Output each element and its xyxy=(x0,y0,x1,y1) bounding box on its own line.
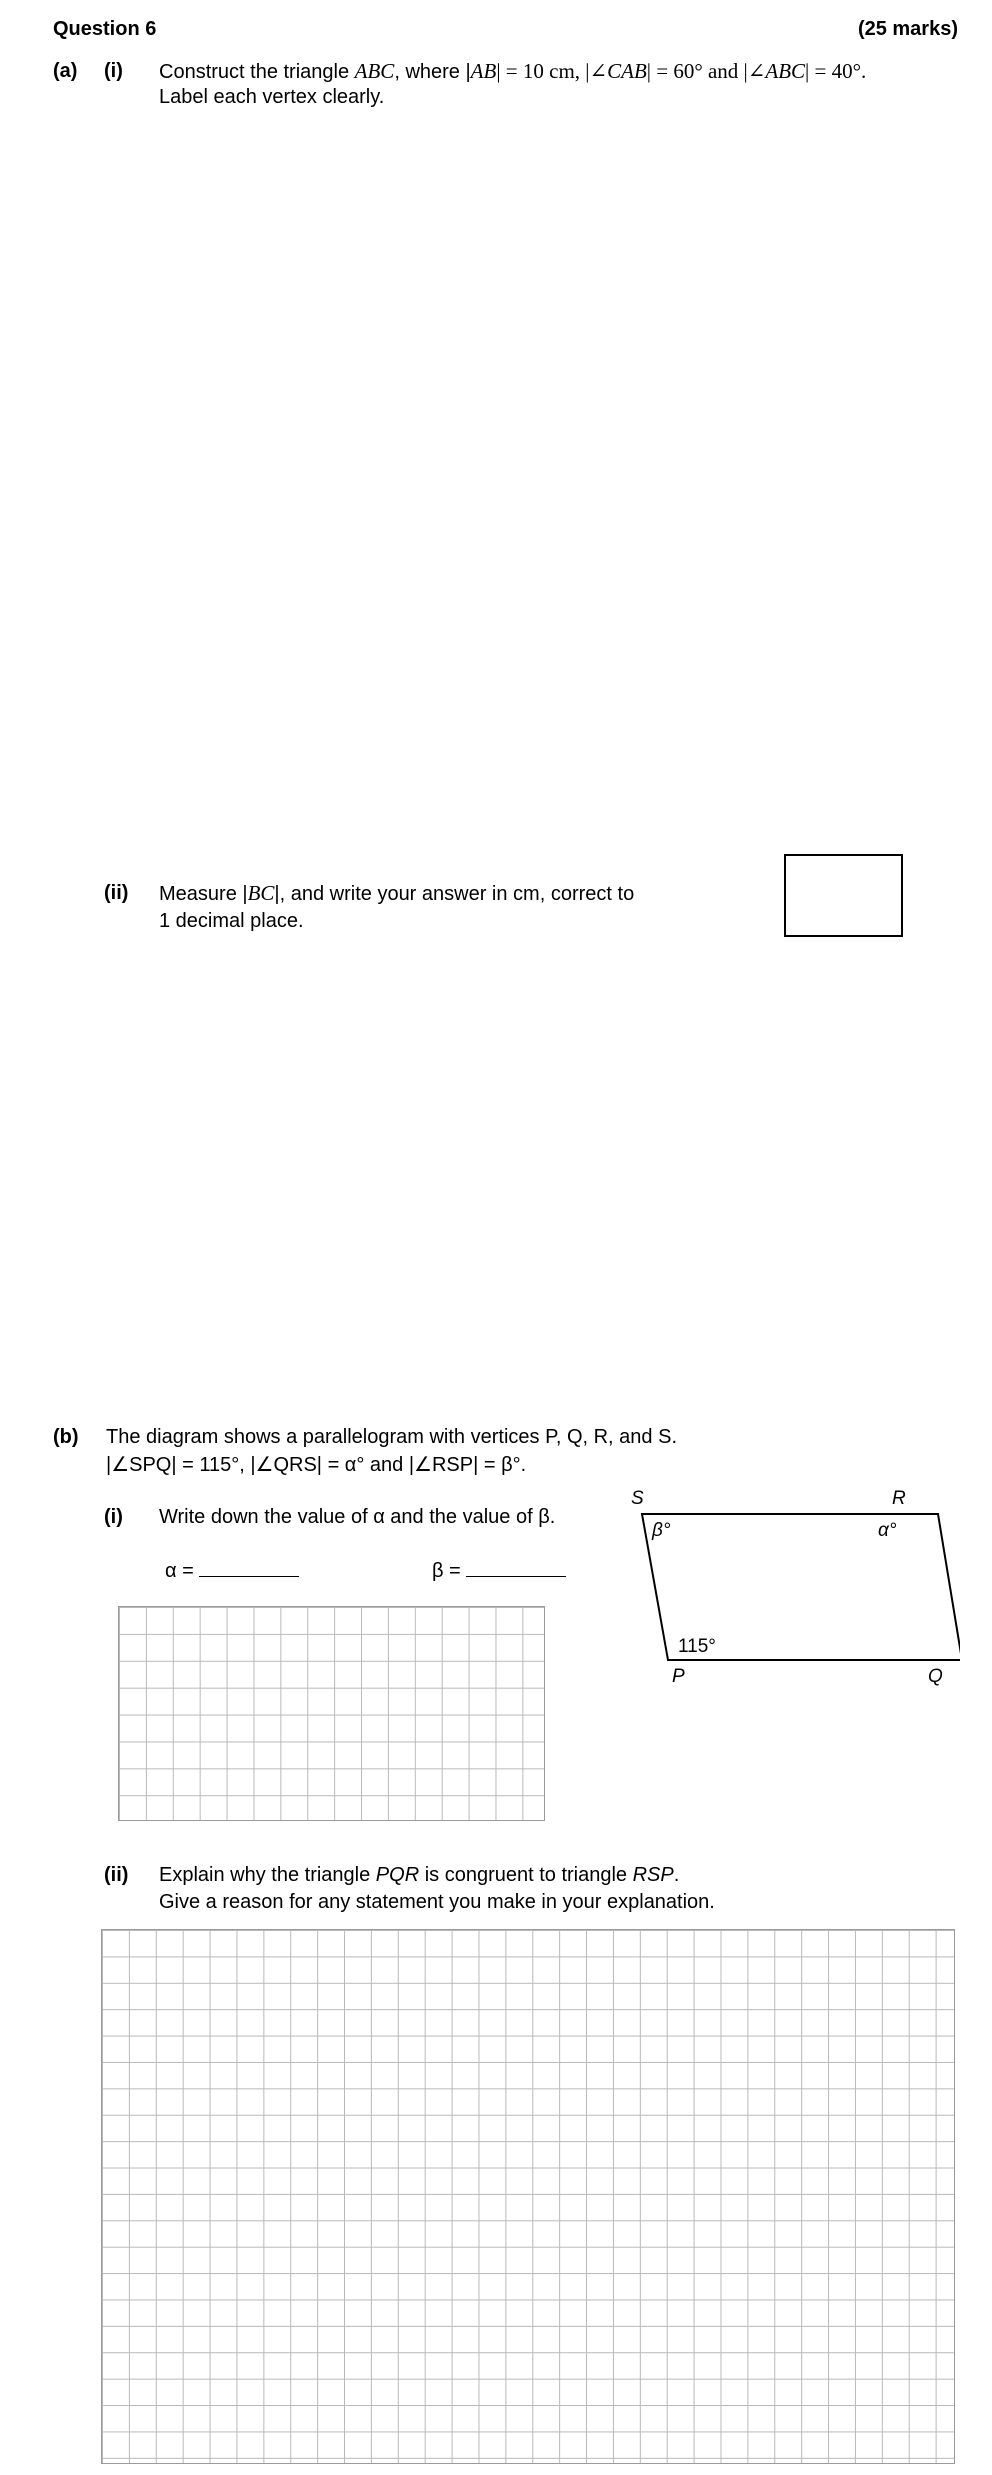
part-a-i-label: (i) xyxy=(104,60,123,82)
construction-area[interactable] xyxy=(140,120,960,840)
angle-p-label: 115° xyxy=(678,1636,716,1657)
parallelogram-diagram xyxy=(600,1480,960,1690)
part-b-ii-label: (ii) xyxy=(104,1864,129,1886)
part-a-i-line2: Label each vertex clearly. xyxy=(159,86,385,108)
part-b-label: (b) xyxy=(53,1426,79,1448)
alpha-blank[interactable] xyxy=(199,1556,299,1577)
part-b-intro-line1: The diagram shows a parallelogram with vertices P, Q, R, and S. xyxy=(106,1426,677,1448)
part-a-label: (a) xyxy=(53,60,78,82)
part-a-ii-line1: Measure |BC|, and write your answer in cm, correct to xyxy=(159,881,635,905)
angle-alpha-label: α° xyxy=(878,1520,897,1541)
answer-grid-b-i[interactable] xyxy=(118,1606,545,1821)
vertex-s-label: S xyxy=(631,1488,644,1509)
bc-answer-box[interactable] xyxy=(784,854,903,937)
question-marks: (25 marks) xyxy=(857,18,958,40)
alpha-answer xyxy=(165,1556,299,1585)
part-a-ii-label: (ii) xyxy=(104,882,129,904)
vertex-r-label: R xyxy=(892,1488,906,1509)
beta-label: β = xyxy=(432,1560,461,1582)
part-b-ii-line1: Explain why the triangle PQR is congruent to triangle RSP. xyxy=(159,1864,680,1886)
vertex-q-label: Q xyxy=(928,1666,943,1687)
part-b-intro-line2: |∠SPQ| = 115°, |∠QRS| = α° and |∠RSP| = β°. xyxy=(106,1454,527,1476)
part-a-i-line1: Construct the triangle ABC, where |AB| = 10 cm, |∠CAB| = 60° and |∠ABC| = 40°. xyxy=(159,59,867,83)
vertex-p-label: P xyxy=(672,1666,685,1687)
part-b-i-label: (i) xyxy=(104,1506,123,1528)
beta-blank[interactable] xyxy=(466,1556,566,1577)
beta-answer xyxy=(432,1556,566,1585)
answer-grid-b-ii[interactable] xyxy=(101,1929,955,2464)
part-b-ii-line2: Give a reason for any statement you make in your explanation. xyxy=(159,1891,715,1913)
question-title: Question 6 xyxy=(53,18,157,40)
angle-beta-label: β° xyxy=(652,1520,671,1541)
part-a-ii-line2: 1 decimal place. xyxy=(159,910,304,932)
part-b-i-text: Write down the value of α and the value of β. xyxy=(159,1506,556,1528)
alpha-label: α = xyxy=(165,1560,194,1582)
